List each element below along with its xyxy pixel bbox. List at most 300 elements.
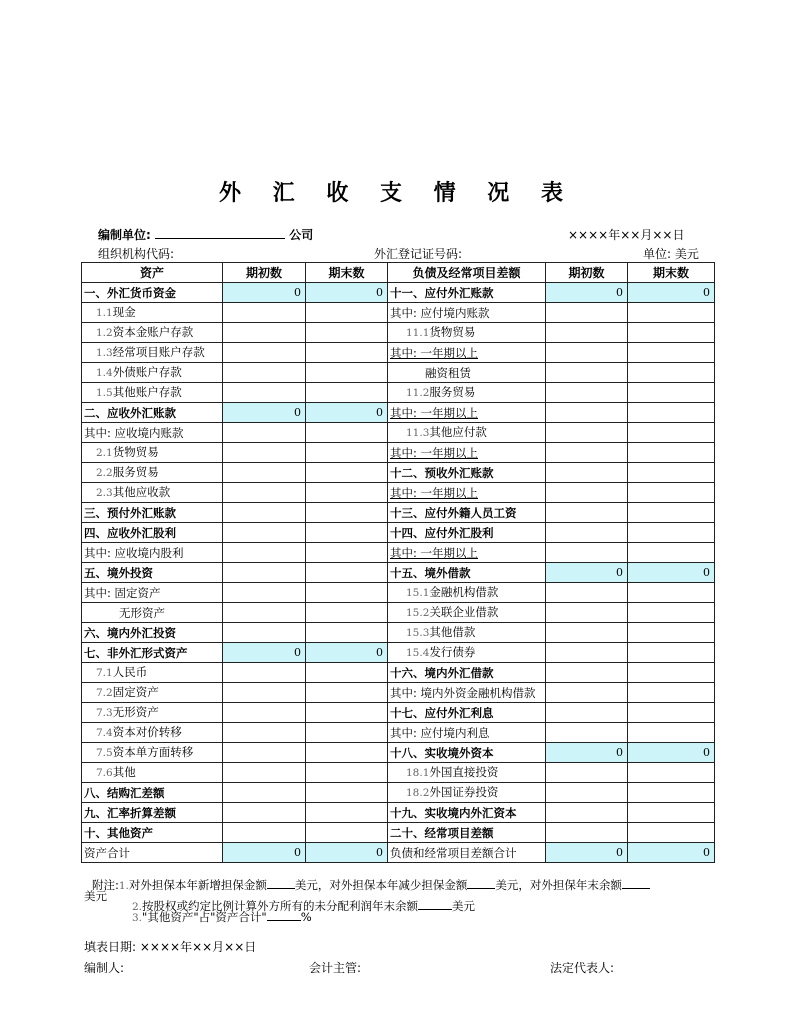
asset-begin-value[interactable] (223, 783, 306, 803)
liability-item (388, 843, 546, 863)
asset-end-value[interactable] (306, 363, 388, 383)
item-label: 资本对价转移 (112, 725, 182, 739)
liability-end-value[interactable] (628, 483, 715, 503)
liability-begin-value[interactable] (546, 523, 628, 543)
asset-begin-value[interactable] (223, 683, 306, 703)
item-label: 其中: 应付境内账款 (390, 305, 490, 320)
table-row (82, 443, 715, 463)
asset-item (82, 743, 223, 763)
liability-begin-value[interactable] (546, 763, 628, 783)
asset-begin-value[interactable] (223, 563, 306, 583)
liability-end-value[interactable] (628, 443, 715, 463)
table-row (82, 583, 715, 603)
note-3-number: 3. (132, 912, 143, 924)
asset-end-value[interactable]: 0 (306, 283, 388, 303)
liability-begin-value[interactable]: 0 (546, 743, 628, 763)
asset-end-value[interactable] (306, 823, 388, 843)
liability-item (388, 483, 546, 503)
item-label: 关联企业借款 (429, 605, 499, 619)
preparer-label: 编制人: (84, 961, 125, 975)
liability-item (388, 443, 546, 463)
item-label: 外国证券投资 (429, 785, 499, 799)
table-row (82, 283, 715, 303)
asset-begin-value[interactable]: 0 (223, 403, 306, 423)
liability-item (388, 383, 546, 403)
liability-item (388, 583, 546, 603)
note-2-text-b: 美元 (452, 899, 476, 913)
asset-item (82, 363, 223, 383)
asset-begin-value[interactable] (223, 703, 306, 723)
table-row (82, 663, 715, 683)
item-number: 2.2 (96, 467, 113, 479)
liability-end-value[interactable] (628, 323, 715, 343)
item-number: 11.2 (406, 387, 430, 399)
liability-item (388, 763, 546, 783)
fx-table (81, 262, 715, 863)
item-number: 11.1 (406, 327, 430, 339)
asset-begin-value[interactable] (223, 583, 306, 603)
item-number: 1.1 (96, 307, 113, 319)
asset-end-value[interactable] (306, 783, 388, 803)
item-number: 15.4 (406, 647, 430, 659)
item-label: 其他借款 (429, 625, 476, 639)
item-number: 7.1 (96, 667, 113, 679)
liability-item (388, 643, 546, 663)
liability-end-value[interactable]: 0 (628, 743, 715, 763)
liability-end-value[interactable] (628, 723, 715, 743)
asset-item (82, 763, 223, 783)
asset-item (82, 603, 223, 623)
table-row (82, 743, 715, 763)
liability-begin-value[interactable] (546, 603, 628, 623)
liability-begin-value[interactable] (546, 423, 628, 443)
asset-item (82, 663, 223, 683)
liability-begin-value[interactable] (546, 463, 628, 483)
liability-item (388, 563, 546, 583)
asset-end-value[interactable]: 0 (306, 643, 388, 663)
asset-end-value[interactable] (306, 583, 388, 603)
asset-end-value[interactable] (306, 623, 388, 643)
asset-end-value[interactable] (306, 703, 388, 723)
liability-end-value[interactable] (628, 543, 715, 563)
table-row (82, 763, 715, 783)
liability-end-value[interactable] (628, 523, 715, 543)
item-label: 资产合计 (84, 845, 130, 860)
asset-begin-value[interactable] (223, 463, 306, 483)
liability-item (388, 623, 546, 643)
liability-item (388, 663, 546, 683)
liability-end-value[interactable]: 0 (628, 563, 715, 583)
item-label: 十六、境内外汇借款 (390, 665, 494, 680)
asset-item (82, 283, 223, 303)
liability-item (388, 823, 546, 843)
item-label: 二、应收外汇账款 (84, 405, 176, 420)
col-end: 期末数 (306, 263, 388, 283)
note-3-text-b: % (300, 910, 312, 924)
table-row (82, 643, 715, 663)
asset-item (82, 323, 223, 343)
item-number: 7.2 (96, 687, 113, 699)
item-number: 15.3 (406, 627, 430, 639)
asset-begin-value[interactable]: 0 (223, 843, 306, 863)
org-code-label: 组织机构代码: (98, 247, 175, 261)
table-row (82, 343, 715, 363)
asset-begin-value[interactable] (223, 763, 306, 783)
liability-begin-value[interactable] (546, 303, 628, 323)
asset-end-value[interactable] (306, 603, 388, 623)
asset-item (82, 683, 223, 703)
asset-item (82, 643, 223, 663)
asset-item (82, 623, 223, 643)
item-label: 发行债券 (429, 645, 476, 659)
asset-item (82, 803, 223, 823)
item-label: 负债和经常项目差额合计 (390, 845, 517, 860)
note-3-blank[interactable] (267, 910, 301, 921)
liability-item (388, 403, 546, 423)
note-1-blank-c[interactable] (622, 878, 650, 889)
item-label: 其中: 固定资产 (84, 585, 161, 600)
liability-end-value[interactable] (628, 823, 715, 843)
table-row (82, 803, 715, 823)
item-label: 外国直接投资 (429, 765, 499, 779)
notes-label: 附注: (92, 878, 119, 892)
liability-item (388, 463, 546, 483)
liability-end-value[interactable] (628, 423, 715, 443)
liability-begin-value[interactable] (546, 483, 628, 503)
liability-begin-value[interactable] (546, 443, 628, 463)
liability-end-value[interactable] (628, 463, 715, 483)
liability-begin-value[interactable] (546, 823, 628, 843)
asset-begin-value[interactable] (223, 363, 306, 383)
item-label: 四、应收外汇股利 (84, 525, 176, 540)
item-label: 一、外汇货币资金 (84, 285, 176, 300)
asset-begin-value[interactable] (223, 303, 306, 323)
asset-begin-value[interactable] (223, 603, 306, 623)
liability-end-value[interactable] (628, 643, 715, 663)
item-label: 服务贸易 (112, 465, 159, 479)
liability-begin-value[interactable] (546, 643, 628, 663)
asset-begin-value[interactable] (223, 663, 306, 683)
asset-begin-value[interactable] (223, 483, 306, 503)
asset-end-value[interactable]: 0 (306, 843, 388, 863)
asset-begin-value[interactable] (223, 443, 306, 463)
liability-end-value[interactable] (628, 763, 715, 783)
asset-begin-value[interactable]: 0 (223, 643, 306, 663)
asset-item (82, 383, 223, 403)
liability-end-value[interactable] (628, 363, 715, 383)
table-row (82, 563, 715, 583)
liability-end-value[interactable] (628, 343, 715, 363)
table-row (82, 623, 715, 643)
asset-end-value[interactable] (306, 423, 388, 443)
asset-end-value[interactable] (306, 543, 388, 563)
liability-end-value[interactable] (628, 623, 715, 643)
item-number: 15.2 (406, 607, 430, 619)
liability-end-value[interactable] (628, 403, 715, 423)
note-1-blank-a[interactable] (267, 878, 295, 889)
note-1 (92, 877, 650, 893)
asset-end-value[interactable] (306, 443, 388, 463)
asset-begin-value[interactable] (223, 343, 306, 363)
item-number: 1.2 (96, 327, 113, 339)
asset-begin-value[interactable] (223, 423, 306, 443)
asset-end-value[interactable] (306, 303, 388, 323)
liability-end-value[interactable] (628, 783, 715, 803)
note-2-number: 2. (132, 901, 143, 913)
item-label: 无形资产 (119, 605, 165, 620)
asset-end-value[interactable] (306, 803, 388, 823)
asset-begin-value[interactable] (223, 543, 306, 563)
table-row (82, 543, 715, 563)
note-1-text-a: 对外担保本年新增担保金额 (128, 878, 267, 892)
table-row (82, 463, 715, 483)
liability-item (388, 743, 546, 763)
item-label: 固定资产 (112, 685, 159, 699)
item-label: 外债账户存款 (112, 365, 182, 379)
item-label: 十八、实收境外资本 (390, 745, 494, 760)
item-label: 六、境内外汇投资 (84, 625, 176, 640)
col-end-right: 期末数 (628, 263, 715, 283)
asset-begin-value[interactable] (223, 723, 306, 743)
item-label: 七、非外汇形式资产 (84, 645, 188, 660)
item-label: 人民币 (112, 665, 148, 679)
item-number: 1.3 (96, 347, 113, 359)
liability-end-value[interactable] (628, 303, 715, 323)
item-label: 融资租赁 (425, 365, 471, 380)
liability-begin-value[interactable]: 0 (546, 843, 628, 863)
liability-begin-value[interactable] (546, 343, 628, 363)
company-name-blank[interactable] (155, 227, 285, 239)
liability-end-value[interactable] (628, 383, 715, 403)
asset-begin-value[interactable] (223, 623, 306, 643)
item-label: 其中: 境内外资金融机构借款 (390, 685, 536, 700)
liability-item (388, 283, 546, 303)
item-label: 其中: 应付境内利息 (390, 725, 490, 740)
note-2-text-a: 按股权或约定比例计算外方所有的未分配利润年末余额 (142, 899, 419, 913)
item-label: 现金 (112, 305, 136, 319)
item-label: 其中: 应收境内账款 (84, 425, 184, 440)
table-row (82, 383, 715, 403)
table-row (82, 723, 715, 743)
asset-end-value[interactable] (306, 323, 388, 343)
asset-end-value[interactable] (306, 483, 388, 503)
liability-begin-value[interactable]: 0 (546, 283, 628, 303)
asset-begin-value[interactable] (223, 803, 306, 823)
asset-begin-value[interactable] (223, 523, 306, 543)
table-header-row (82, 263, 715, 283)
item-label: 十二、预收外汇账款 (390, 465, 494, 480)
liability-item (388, 543, 546, 563)
item-number: 18.1 (406, 767, 430, 779)
liability-begin-value[interactable] (546, 403, 628, 423)
liability-item (388, 363, 546, 383)
asset-end-value[interactable] (306, 663, 388, 683)
item-label: 十九、实收境内外汇资本 (390, 805, 517, 820)
liability-item (388, 603, 546, 623)
item-number: 11.3 (406, 427, 430, 439)
asset-item (82, 563, 223, 583)
liability-item (388, 343, 546, 363)
asset-end-value[interactable] (306, 383, 388, 403)
item-label: 二十、经常项目差额 (390, 825, 494, 840)
liability-item (388, 783, 546, 803)
liability-end-value[interactable] (628, 703, 715, 723)
table-row (82, 363, 715, 383)
asset-item (82, 503, 223, 523)
item-label: 十七、应付外汇利息 (390, 705, 494, 720)
asset-begin-value[interactable] (223, 383, 306, 403)
liability-begin-value[interactable] (546, 503, 628, 523)
liability-item (388, 683, 546, 703)
liability-begin-value[interactable] (546, 323, 628, 343)
col-liabilities: 负债及经常项目差额 (388, 263, 546, 283)
item-label: 其他应付款 (429, 425, 487, 439)
col-begin-right: 期初数 (546, 263, 628, 283)
liability-begin-value[interactable] (546, 383, 628, 403)
item-label: 货物贸易 (112, 445, 159, 459)
table-row (82, 483, 715, 503)
currency-unit: 单位: 美元 (643, 247, 699, 261)
asset-end-value[interactable] (306, 503, 388, 523)
compiling-unit (98, 226, 313, 243)
item-label: 其他应收款 (112, 485, 171, 499)
accountant-label: 会计主管: (309, 961, 362, 975)
asset-end-value[interactable] (306, 763, 388, 783)
table-row (82, 703, 715, 723)
item-label: 资本金账户存款 (112, 325, 194, 339)
item-label: 十四、应付外汇股利 (390, 525, 494, 540)
item-label: 其中: 应收境内股利 (84, 545, 184, 560)
liability-item (388, 423, 546, 443)
liability-begin-value[interactable] (546, 703, 628, 723)
asset-item (82, 423, 223, 443)
item-label: 十一、应付外汇账款 (390, 285, 494, 300)
liability-begin-value[interactable] (546, 803, 628, 823)
col-begin: 期初数 (223, 263, 306, 283)
asset-end-value[interactable] (306, 563, 388, 583)
item-label: 其他 (112, 765, 136, 779)
asset-end-value[interactable] (306, 683, 388, 703)
note-1-blank-b[interactable] (467, 878, 495, 889)
asset-end-value[interactable] (306, 463, 388, 483)
item-number: 18.2 (406, 787, 430, 799)
liability-begin-value[interactable] (546, 663, 628, 683)
item-label: 八、结购汇差额 (84, 785, 165, 800)
asset-end-value[interactable] (306, 723, 388, 743)
asset-begin-value[interactable] (223, 823, 306, 843)
liability-item (388, 703, 546, 723)
liability-begin-value[interactable] (546, 723, 628, 743)
asset-item (82, 523, 223, 543)
liability-end-value[interactable] (628, 603, 715, 623)
table-row (82, 783, 715, 803)
item-label: 金融机构借款 (429, 585, 499, 599)
asset-item (82, 823, 223, 843)
liability-begin-value[interactable] (546, 683, 628, 703)
liability-begin-value[interactable] (546, 783, 628, 803)
asset-item (82, 703, 223, 723)
item-label: 十、其他资产 (84, 825, 153, 840)
col-assets: 资产 (82, 263, 223, 283)
liability-end-value[interactable] (628, 503, 715, 523)
liability-begin-value[interactable] (546, 623, 628, 643)
liability-item (388, 303, 546, 323)
asset-item (82, 583, 223, 603)
liability-item (388, 503, 546, 523)
liability-item (388, 323, 546, 343)
item-number: 2.1 (96, 447, 113, 459)
report-date: ××××年××月××日 (568, 228, 685, 242)
liability-end-value[interactable] (628, 803, 715, 823)
asset-item (82, 723, 223, 743)
item-label: 经常项目账户存款 (112, 345, 205, 359)
note-2-blank[interactable] (418, 899, 452, 910)
item-label: 其中: 一年期以上 (390, 405, 479, 420)
asset-item (82, 483, 223, 503)
liability-end-value[interactable] (628, 583, 715, 603)
asset-item (82, 463, 223, 483)
liability-end-value[interactable]: 0 (628, 283, 715, 303)
asset-item (82, 783, 223, 803)
item-label: 九、汇率折算差额 (84, 805, 176, 820)
asset-end-value[interactable] (306, 343, 388, 363)
item-number: 1.5 (96, 387, 113, 399)
asset-end-value[interactable] (306, 743, 388, 763)
liability-end-value[interactable] (628, 663, 715, 683)
liability-end-value[interactable]: 0 (628, 843, 715, 863)
asset-begin-value[interactable]: 0 (223, 283, 306, 303)
asset-begin-value[interactable] (223, 743, 306, 763)
note-3 (132, 909, 312, 925)
compiling-unit-label: 编制单位: (98, 228, 151, 242)
table-row (82, 303, 715, 323)
item-number: 7.4 (96, 727, 113, 739)
company-suffix: 公司 (289, 228, 314, 242)
asset-begin-value[interactable] (223, 323, 306, 343)
asset-item (82, 403, 223, 423)
item-label: 服务贸易 (429, 385, 476, 399)
legal-rep-label: 法定代表人: (550, 961, 615, 975)
asset-end-value[interactable]: 0 (306, 403, 388, 423)
liability-end-value[interactable] (628, 683, 715, 703)
item-label: 三、预付外汇账款 (84, 505, 176, 520)
liability-begin-value[interactable] (546, 583, 628, 603)
liability-begin-value[interactable] (546, 363, 628, 383)
item-label: 其中: 一年期以上 (390, 485, 479, 500)
table-row (82, 843, 715, 863)
liability-begin-value[interactable] (546, 543, 628, 563)
table-row (82, 603, 715, 623)
note-1-number: 1. (118, 880, 129, 892)
asset-item (82, 543, 223, 563)
registration-label: 外汇登记证号码: (374, 247, 463, 261)
page-title: 外 汇 收 支 情 况 表 (219, 181, 575, 206)
item-number: 15.1 (406, 587, 430, 599)
asset-end-value[interactable] (306, 523, 388, 543)
table-row (82, 683, 715, 703)
liability-item (388, 723, 546, 743)
item-number: 7.5 (96, 747, 113, 759)
asset-item (82, 443, 223, 463)
asset-begin-value[interactable] (223, 503, 306, 523)
note-1-text-c: 美元，对外担保年末余额 (495, 878, 622, 892)
item-number: 7.3 (96, 707, 113, 719)
item-label: 资本单方面转移 (112, 745, 194, 759)
item-label: 货物贸易 (429, 325, 476, 339)
item-number: 7.6 (96, 767, 113, 779)
table-row (82, 503, 715, 523)
liability-begin-value[interactable]: 0 (546, 563, 628, 583)
